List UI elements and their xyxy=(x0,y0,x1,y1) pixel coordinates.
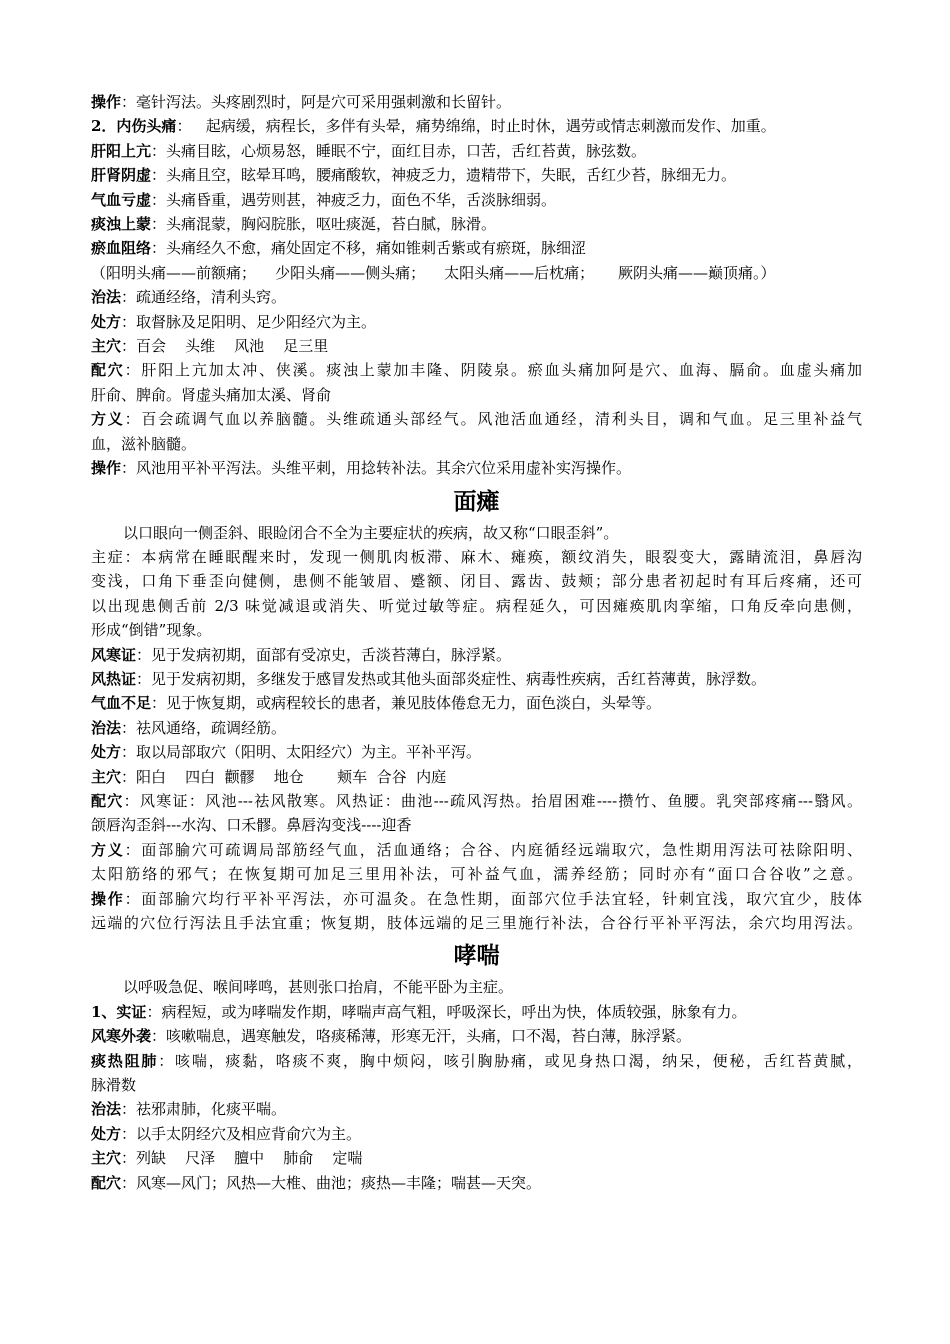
line-text: 咳喘，痰黏，咯痰不爽，胸中烦闷，咳引胸胁痛，或见身热口渴，纳呆，便秘，舌红苔黄腻， xyxy=(175,1051,862,1070)
line-text: 血，滋补脑髓。 xyxy=(91,434,197,453)
line-text: 风池用平补平泻法。头维平刺，用捻转补法。其余穴位采用虚补实泻操作。 xyxy=(136,459,632,478)
text-line xyxy=(91,643,862,667)
text-line xyxy=(91,789,862,813)
text-line xyxy=(91,285,862,309)
line-label: 操作 xyxy=(91,889,125,908)
line-text: 起病缓，病程长，多伴有头晕，痛势绵绵，时止时休，遇劳或情志刺激而发作、加重。 xyxy=(191,117,776,136)
line-text: 面部腧穴可疏调局部筋经气血，活血通络；合谷、内庭循经远端取穴，急性期用泻法可祛除阳明、 xyxy=(141,840,862,859)
label-separator: ： xyxy=(124,361,142,380)
label-separator: ： xyxy=(121,459,137,478)
line-label: 肝阳上亢 xyxy=(91,141,152,160)
text-line xyxy=(91,691,862,715)
line-text: 头痛目眩，心烦易怒，睡眠不宁，面红目赤，口苦，舌红苔黄，脉弦数。 xyxy=(166,141,647,160)
line-label: 治法 xyxy=(91,1100,122,1119)
line-text: 以手太阴经穴及相应背俞穴为主。 xyxy=(136,1124,362,1143)
line-label: 主穴 xyxy=(91,337,122,356)
label-separator: ： xyxy=(146,1002,162,1021)
line-text: 取以局部取穴（阳明、太阳经穴）为主。平补平泻。 xyxy=(136,743,482,762)
label-separator: ： xyxy=(124,840,142,859)
text-line xyxy=(91,1024,862,1048)
text-line xyxy=(91,334,862,358)
line-label: 2．内伤头痛 xyxy=(91,117,177,136)
text-line xyxy=(91,594,862,618)
line-text: 祛风通络，疏调经筋。 xyxy=(136,718,287,737)
line-text: 面部腧穴均行平补平泻法，亦可温灸。在急性期，面部穴位手法宜轻，针刺宜浅，取穴宜少，肢体 xyxy=(141,889,862,908)
label-separator: ： xyxy=(121,93,137,111)
text-line xyxy=(91,114,862,138)
line-label: 瘀血阻络 xyxy=(91,239,152,258)
text-line xyxy=(91,407,862,431)
text-line xyxy=(91,765,862,789)
line-label: 操作 xyxy=(91,459,122,478)
line-text: 见于恢复期，或病程较长的患者，兼见肢体倦怠无力，面色淡白，头晕等。 xyxy=(166,694,662,713)
label-separator: ： xyxy=(121,1100,137,1119)
text-line xyxy=(91,212,862,236)
text-line xyxy=(91,1146,862,1170)
line-label: 配穴 xyxy=(91,791,124,810)
line-label: 治法 xyxy=(91,288,122,307)
label-separator: ： xyxy=(151,1027,167,1046)
text-line xyxy=(91,667,862,691)
line-label: 肝肾阴虚 xyxy=(91,166,152,185)
line-label: 方义 xyxy=(91,840,125,859)
line-text: （阳明头痛——前额痛； 少阳头痛——侧头痛； 太阳头痛——后枕痛； 厥阴头痛——巅顶痛。） xyxy=(91,263,776,282)
text-line xyxy=(91,887,862,911)
text-line xyxy=(91,1171,862,1195)
line-text: 百会疏调气血以养脑髓。头维疏通头部经气。风池活血通经，清利头目，调和气血。足三里补益气 xyxy=(141,410,862,429)
label-separator: ： xyxy=(151,239,167,258)
label-separator: ： xyxy=(151,190,167,209)
line-label: 治法 xyxy=(91,718,122,737)
section-facial-paralysis xyxy=(91,521,862,936)
line-label: 配穴 xyxy=(91,1173,122,1192)
text-line xyxy=(91,139,862,163)
label-separator: ： xyxy=(121,718,137,737)
label-separator: ： xyxy=(121,1149,137,1168)
line-label: 气血不足 xyxy=(91,694,152,713)
label-separator: ： xyxy=(151,694,167,713)
label-separator: ： xyxy=(124,889,142,908)
line-text: 取督脉及足阳明、足少阳经穴为主。 xyxy=(136,312,377,331)
line-text: 见于发病初期，多继发于感冒发热或其他头面部炎症性、病毒性疾病，舌红苔薄黄，脉浮数。 xyxy=(151,669,767,688)
line-label: 处方 xyxy=(91,743,122,762)
line-label: 风寒外袭 xyxy=(91,1027,152,1046)
text-line xyxy=(91,1049,862,1073)
line-text: 以出现患侧舌前 2/3 味觉减退或消失、听觉过敏等症。病程延久，可因瘫痪肌肉挛缩，口角反牵向患侧， xyxy=(91,596,862,615)
label-separator: ： xyxy=(151,166,167,185)
line-label: 主穴 xyxy=(91,1149,122,1168)
text-line xyxy=(91,310,862,334)
line-text: 头痛昏重，遇劳则甚，神疲乏力，面色不华，舌淡脉细弱。 xyxy=(166,190,557,209)
line-text: 远端的穴位行泻法且手法宜重；恢复期，肢体远端的足三里施行补法，合谷行平补平泻法，余穴均用泻法。 xyxy=(91,914,862,932)
line-label: 处方 xyxy=(91,1124,122,1143)
text-line xyxy=(91,569,862,593)
line-text: 以口眼向一侧歪斜、眼睑闭合不全为主要症状的疾病，故又称“口眼歪斜”。 xyxy=(123,523,619,542)
text-line xyxy=(91,1097,862,1121)
line-label: 痰热阻肺 xyxy=(91,1051,159,1070)
line-label: 1、实证 xyxy=(91,1002,147,1021)
heading-asthma: 哮喘 xyxy=(453,943,500,970)
text-line xyxy=(91,545,862,569)
text-line xyxy=(91,163,862,187)
label-separator: ： xyxy=(136,669,152,688)
text-line xyxy=(91,618,862,642)
line-text: 肝阳上亢加太冲、侠溪。痰浊上蒙加丰隆、阴陵泉。瘀血头痛加阿是穴、血海、膈俞。血虚头痛加 xyxy=(141,361,862,380)
line-text: 咳嗽喘息，遇寒触发，咯痰稀薄，形寒无汗，头痛，口不渴，苔白薄，脉浮紧。 xyxy=(166,1027,692,1046)
label-separator: ： xyxy=(158,1051,176,1070)
text-line xyxy=(91,862,862,886)
line-label: 方义 xyxy=(91,410,125,429)
label-separator: ： xyxy=(151,141,167,160)
text-line xyxy=(91,813,862,837)
line-label: 风寒证 xyxy=(91,645,137,664)
text-line xyxy=(91,975,862,999)
line-text: 见于发病初期，面部有受凉史，舌淡苔薄白，脉浮紧。 xyxy=(151,645,512,664)
text-line xyxy=(91,1073,862,1097)
text-line xyxy=(91,740,862,764)
section-headache xyxy=(91,90,862,481)
line-text: 病程短，或为哮喘发作期，哮喘声高气粗，呼吸深长，呼出为快，体质较强，脉象有力。 xyxy=(161,1002,747,1021)
line-text: 形成“倒错”现象。 xyxy=(91,621,212,640)
text-line xyxy=(91,521,862,545)
line-text: 头痛经久不愈，痛处固定不移，痛如锥刺舌紫或有瘀斑，脉细涩 xyxy=(166,239,587,258)
line-label: 处方 xyxy=(91,312,122,331)
label-separator: ： xyxy=(121,312,137,331)
text-line xyxy=(91,236,862,260)
line-label: 主穴 xyxy=(91,767,122,786)
label-separator: ： xyxy=(121,1173,137,1192)
line-text: 脉滑数 xyxy=(91,1076,137,1095)
text-line xyxy=(91,1000,862,1024)
line-text: 风寒证：风池---祛风散寒。风热证：曲池---疏风泻热。抬眉困难----攒竹、鱼腰。乳突部疼痛---翳风。 xyxy=(139,791,862,810)
text-line xyxy=(91,90,862,114)
line-text: 祛邪肃肺，化痰平喘。 xyxy=(136,1100,287,1119)
line-text: 颌唇沟歪斜---水沟、口禾髎。鼻唇沟变浅----迎香 xyxy=(91,816,412,835)
text-line xyxy=(91,716,862,740)
label-separator: ： xyxy=(121,743,137,762)
label-separator: ： xyxy=(136,645,152,664)
line-label: 痰浊上蒙 xyxy=(91,215,152,234)
line-label: 配穴 xyxy=(91,361,125,380)
line-text: 头痛且空，眩晕耳鸣，腰痛酸软，神疲乏力，遗精带下，失眠，舌红少苔，脉细无力。 xyxy=(166,166,737,185)
label-separator: ： xyxy=(123,791,140,810)
text-line xyxy=(91,188,862,212)
line-text: 以呼吸急促、喉间哮鸣，甚则张口抬肩，不能平卧为主症。 xyxy=(123,978,514,997)
line-text: 变浅，口角下垂歪向健侧，患侧不能皱眉、蹙额、闭目、露齿、鼓颊；部分患者初起时有耳后疼痛，还可 xyxy=(91,572,862,591)
label-separator: ： xyxy=(151,215,167,234)
line-label: 风热证 xyxy=(91,669,137,688)
line-label: 气血亏虚 xyxy=(91,190,152,209)
line-label: 操作 xyxy=(91,93,122,111)
text-line xyxy=(91,1122,862,1146)
label-separator: ： xyxy=(124,410,142,429)
line-text: 主症：本病常在睡眠醒来时，发现一侧肌肉板滞、麻木、瘫痪，额纹消失，眼裂变大，露睛流泪，鼻唇沟 xyxy=(91,547,862,566)
line-text: 列缺 尺泽 膻中 肺俞 定喘 xyxy=(136,1149,363,1168)
text-line xyxy=(91,911,862,935)
line-text: 疏通经络，清利头窍。 xyxy=(136,288,287,307)
heading-facial-paralysis: 面瘫 xyxy=(453,488,500,515)
line-text: 头痛混蒙，胸闷脘胀，呕吐痰涎，苔白腻，脉滑。 xyxy=(166,215,497,234)
line-text: 太阳筋络的邪气；在恢复期可加足三里用补法，可补益气血，濡养经筋；同时亦有“面口合谷收”之意。 xyxy=(91,865,862,884)
label-separator: ： xyxy=(176,117,192,136)
label-separator: ： xyxy=(121,288,137,307)
line-text: 毫针泻法。头疼剧烈时，阿是穴可采用强刺激和长留针。 xyxy=(136,93,512,111)
label-separator: ： xyxy=(121,337,137,356)
text-line xyxy=(91,358,862,382)
line-text: 风寒—风门；风热—大椎、曲池；痰热—丰隆；喘甚—天突。 xyxy=(136,1173,542,1192)
text-line xyxy=(91,432,862,456)
line-text: 肝俞、脾俞。肾虚头痛加太溪、肾俞 xyxy=(91,385,332,404)
text-line xyxy=(91,383,862,407)
text-line xyxy=(91,261,862,285)
line-text: 阳白 四白 颧髎 地仓 颊车 合谷 内庭 xyxy=(136,767,447,786)
text-line xyxy=(91,838,862,862)
text-line xyxy=(91,456,862,480)
label-separator: ： xyxy=(121,767,137,786)
line-text: 百会 头维 风池 足三里 xyxy=(136,337,329,356)
section-asthma xyxy=(91,975,862,1195)
label-separator: ： xyxy=(121,1124,137,1143)
